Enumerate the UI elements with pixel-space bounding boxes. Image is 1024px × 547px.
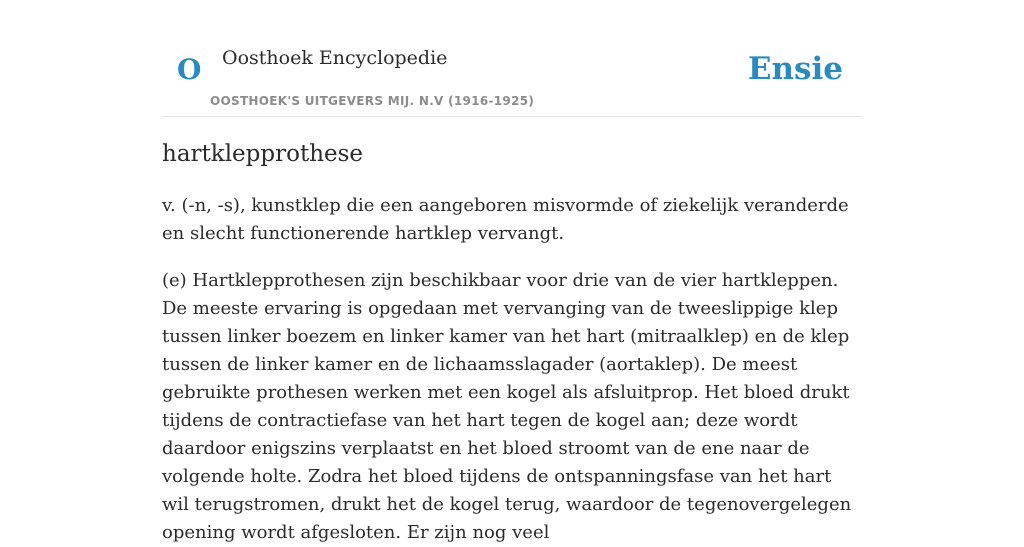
article-definition: v. (-n, -s), kunstklep die een aangeboren misvormde of ziekelijk veranderde en slecht functionerende hartklep vervangt. — [162, 195, 849, 244]
article — [162, 136, 862, 547]
article-headword: hartklepprothese — [162, 141, 364, 167]
source-subtitle: OOSTHOEK'S UITGEVERS MIJ. N.V (1916-1925) — [210, 94, 535, 108]
source-logo-icon: O — [177, 53, 202, 86]
article-body: (e) Hartklepprothesen zijn beschikbaar voor drie van de vier hartkleppen. De meeste ervaring is opgedaan met vervanging van de tweeslippige klep tussen linker boezem en linker kamer van het hart (mitraalklep) en de klep tussen de linker kamer en de lichaamsslagader (aortaklep). De meest gebruikte prothesen werken met een kogel als afsluitprop. Het bloed drukt tijdens de contractiefase van het hart tegen de kogel aan; deze wordt daardoor enigszins verplaatst en het bloed stroomt van de ene naar de volgende holte. Zodra het bloed tijdens de ontspanningsfase van het hart wil terugstromen, drukt het de kogel terug, waardoor de tegenovergelegen opening wordt afgesloten. Er zijn nog veel — [162, 270, 852, 543]
source-header — [162, 0, 862, 117]
ensie-logo-link[interactable]: Ensie — [747, 51, 843, 87]
source-title[interactable]: Oosthoek Encyclopedie — [222, 47, 448, 69]
